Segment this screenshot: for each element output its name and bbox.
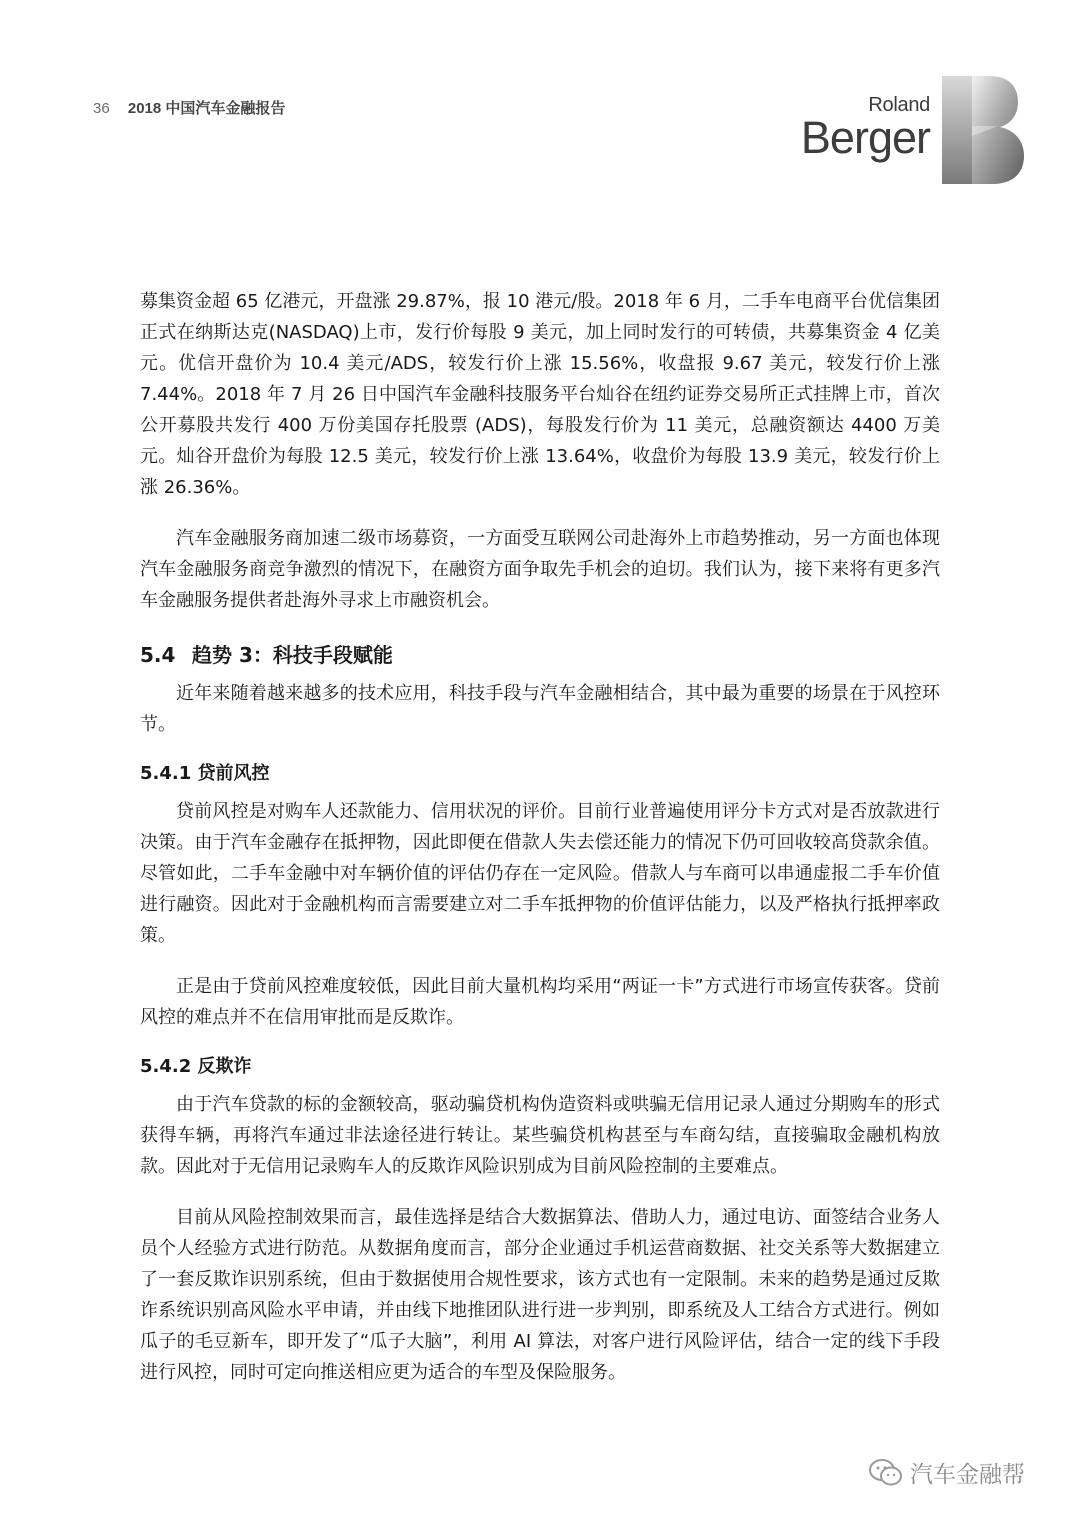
logo-line-roland: Roland <box>868 94 930 116</box>
report-title: 2018 中国汽车金融报告 <box>127 100 286 117</box>
section-title: 趋势 3：科技手段赋能 <box>192 643 393 667</box>
watermark-text: 汽车金融帮 <box>910 1462 1025 1488</box>
main-content <box>140 286 940 1388</box>
paragraph-pre-loan-difficulty: 正是由于贷前风控难度较低，因此目前大量机构均采用“两证一卡”方式进行市场宣传获客。贷前风控的难点并不在信用审批而是反欺诈。 <box>140 976 940 1028</box>
paragraph-pre-loan-risk: 贷前风控是对购车人还款能力、信用状况的评价。目前行业普遍使用评分卡方式对是否放款进行决策。由于汽车金融存在抵押物，因此即便在借款人失去偿还能力的情况下仍可回收较高贷款余值。尽管如此，二手车金融中对车辆价值的评估仍存在一定风险。借款人与车商可以串通虚报二手车价值进行融资。因此对于金融机构而言需要建立对二手车抵押物的价值评估能力，以及严格执行抵押率政策。 <box>140 801 940 946</box>
wechat-icon <box>868 1458 904 1488</box>
page-number: 36 <box>93 100 110 117</box>
paragraph-ipo-details: 募集资金超 65 亿港元，开盘涨 29.87%，报 10 港元/股。2018 年 6 月，二手车电商平台优信集团正式在纳斯达克(NASDAQ)上市，发行价每股 9 美元，加上同时发行的可转债，共募集资金 4 亿美元。优信开盘价为 10.4 美元/ADS，较发行价上涨 15.56%，收盘报 9.67 美元，较发行价上涨 7.44%。2018 年 7 月 26 日中国汽车金融科技服务平台灿谷在纽约证券交易所正式挂牌上市，首次公开募股共发行 400 万份美国存托股票 (ADS)，每股发行价为 11 美元，总融资额达 4400 万美元。灿谷开盘价为每股 12.5 美元，较发行价上涨 13.64%，收盘价为每股 13.9 美元，较发行价上涨 26.36%。 <box>140 291 940 498</box>
page-header <box>93 97 285 118</box>
roland-berger-logo-text <box>801 95 930 161</box>
paragraph-risk-control-methods: 目前从风险控制效果而言，最佳选择是结合大数据算法、借助人力，通过电访、面签结合业务人员个人经验方式进行防范。从数据角度而言，部分企业通过手机运营商数据、社交关系等大数据建立了一套反欺诈识别系统，但由于数据使用合规性要求，该方式也有一定限制。未来的趋势是通过反欺诈系统识别高风险水平申请，并由线下地推团队进行进一步判别，即系统及人工结合方式进行。例如瓜子的毛豆新车，即开发了“瓜子大脑”，利用 AI 算法，对客户进行风险评估，结合一定的线下手段进行风控，同时可定向推送相应更为适合的车型及保险服务。 <box>140 1207 940 1383</box>
section-number: 5.4 <box>140 643 176 667</box>
subsection-heading-5-4-2: 5.4.2 反欺诈 <box>140 1056 252 1077</box>
paragraph-secondary-market: 汽车金融服务商加速二级市场募资，一方面受互联网公司赴海外上市趋势推动，另一方面也体现汽车金融服务商竞争激烈的情况下，在融资方面争取先手机会的迫切。我们认为，接下来将有更多汽车金融服务提供者赴海外寻求上市融资机会。 <box>140 528 940 611</box>
section-heading-5-4 <box>140 640 940 670</box>
paragraph-anti-fraud: 由于汽车贷款的标的金额较高，驱动骗贷机构伪造资料或哄骗无信用记录人通过分期购车的形式获得车辆，再将汽车通过非法途径进行转让。某些骗贷机构甚至与车商勾结，直接骗取金融机构放款。因此对于无信用记录购车人的反欺诈风险识别成为目前风险控制的主要难点。 <box>140 1094 940 1177</box>
logo-line-berger: Berger <box>800 112 930 163</box>
watermark <box>868 1456 1025 1489</box>
subsection-heading-5-4-1: 5.4.1 贷前风控 <box>140 763 270 784</box>
paragraph-tech-intro: 近年来随着越来越多的技术应用，科技手段与汽车金融相结合，其中最为重要的场景在于风控环节。 <box>140 683 940 735</box>
roland-berger-b-logo-icon <box>942 76 1024 184</box>
